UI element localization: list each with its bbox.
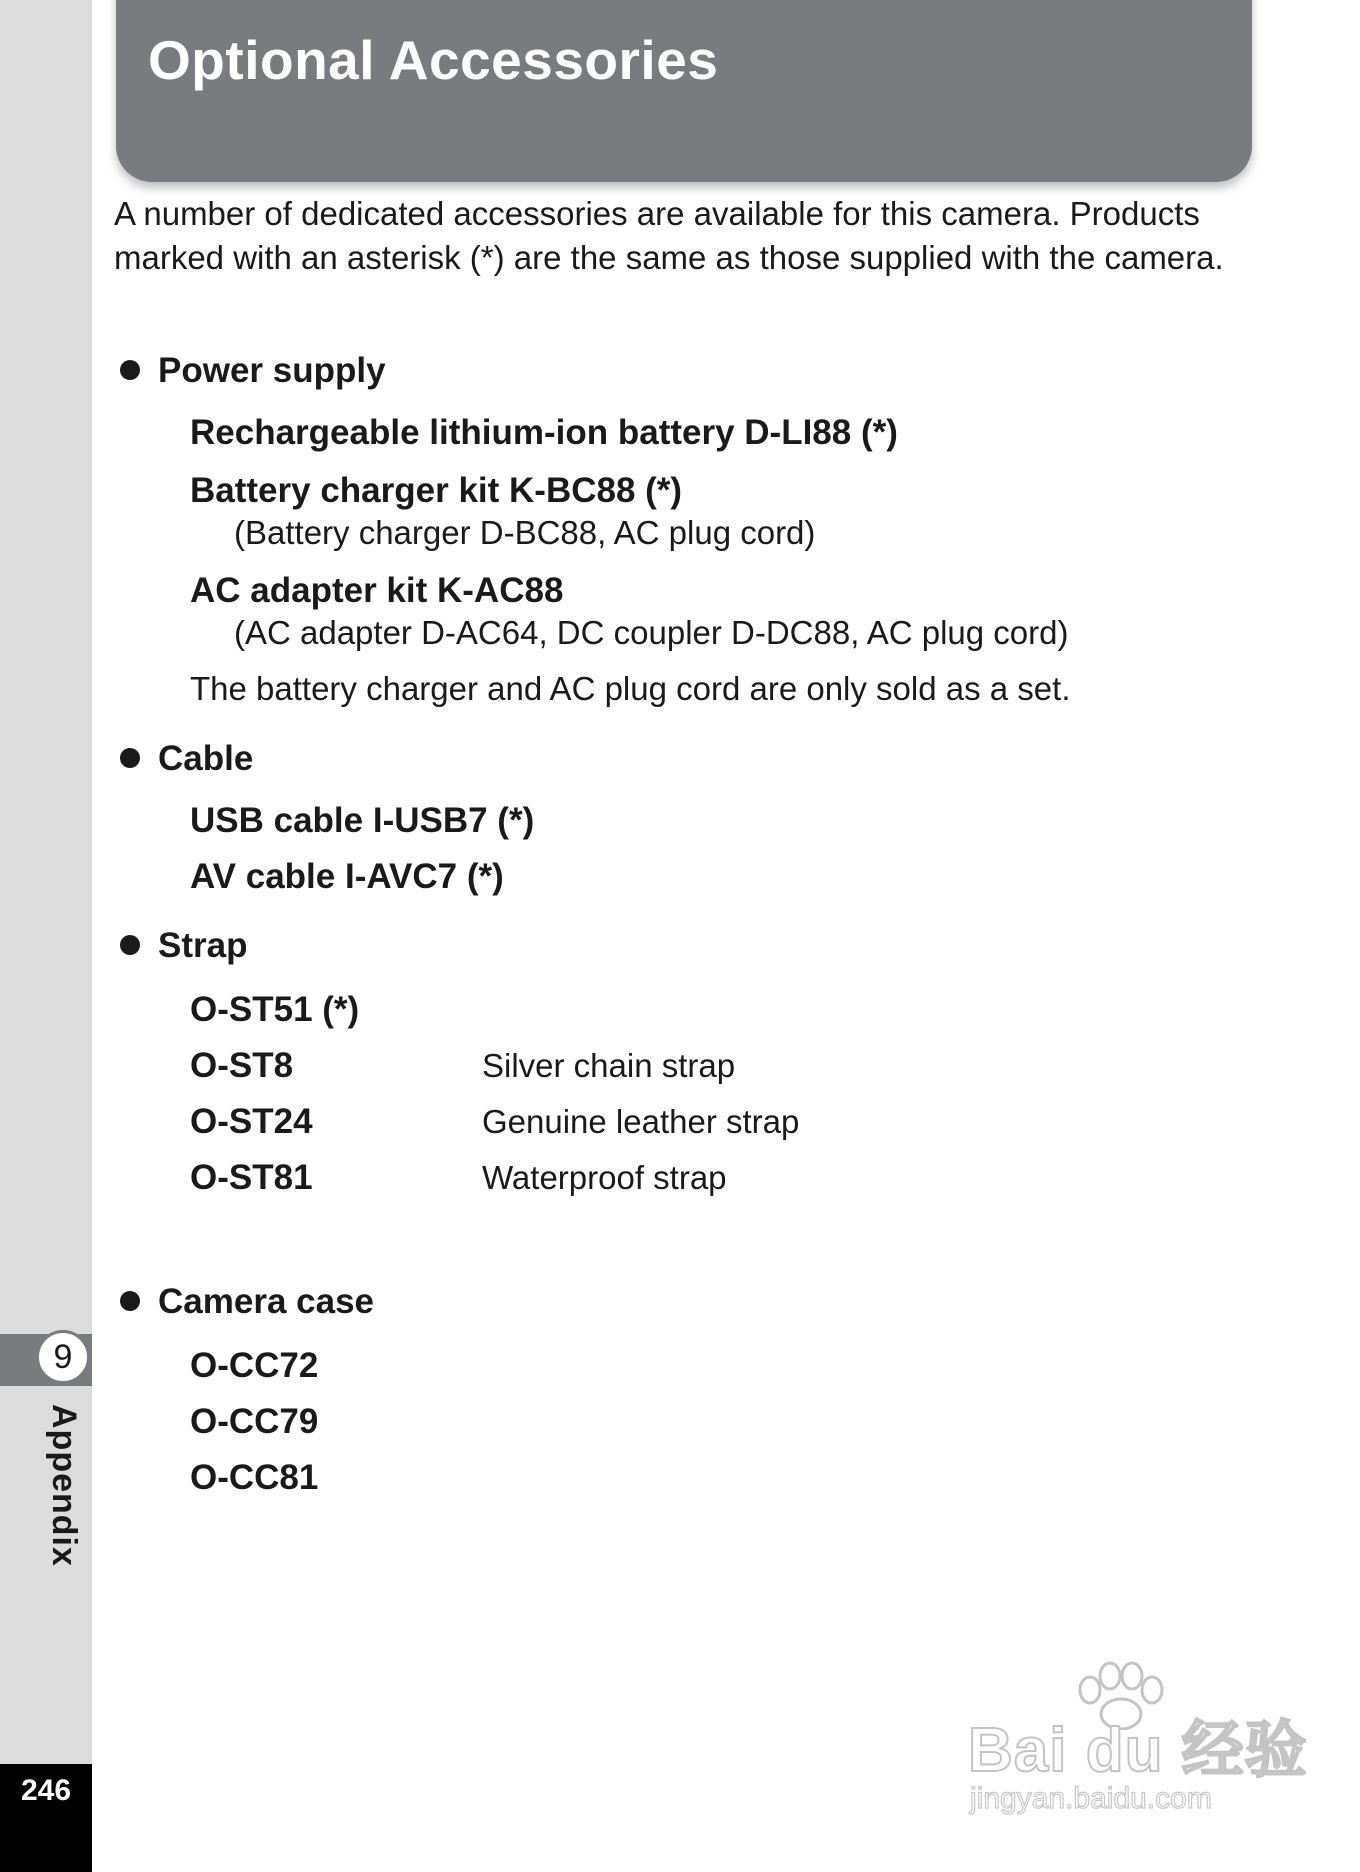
strap-description: Genuine leather strap — [482, 1103, 800, 1140]
section-heading: Strap — [158, 926, 248, 965]
strap-model: O-ST24 — [190, 1102, 313, 1141]
intro-paragraph: A number of dedicated accessories are available for this camera. Products marked with an asterisk (*) are the same as those supplied with the camera. — [114, 195, 1224, 276]
charger-detail: (Battery charger D-BC88, AC plug cord) — [234, 514, 816, 551]
page-number: 246 — [20, 1774, 72, 1807]
usb-cable-item: USB cable I-USB7 (*) — [190, 801, 535, 840]
adapter-detail: (AC adapter D-AC64, DC coupler D-DC88, AC plug cord) — [234, 614, 1069, 651]
bullet-icon — [120, 935, 140, 955]
watermark-brand: Bai du 经验 — [968, 1716, 1308, 1785]
battery-item: Rechargeable lithium-ion battery D-LI88 (*) — [190, 413, 898, 452]
strap-description: Waterproof strap — [482, 1159, 727, 1196]
bullet-icon — [120, 1291, 140, 1311]
case-model: O-CC81 — [190, 1458, 319, 1497]
baidu-watermark — [968, 1660, 1308, 1830]
side-bar — [0, 0, 92, 1872]
bullet-icon — [120, 360, 140, 380]
strap-description: Silver chain strap — [482, 1047, 736, 1084]
chapter-number: 9 — [36, 1330, 90, 1384]
section-heading: Cable — [158, 739, 254, 778]
strap-model: O-ST81 — [190, 1158, 313, 1197]
section-strap — [120, 925, 247, 967]
power-note: The battery charger and AC plug cord are only sold as a set. — [190, 670, 1071, 707]
case-model: O-CC79 — [190, 1402, 319, 1441]
section-camera-case — [120, 1281, 374, 1323]
charger-item: Battery charger kit K-BC88 (*) — [190, 471, 683, 510]
section-power-supply — [120, 350, 386, 392]
section-heading: Camera case — [158, 1282, 374, 1321]
watermark-url: jingyan.baidu.com — [970, 1782, 1212, 1815]
av-cable-item: AV cable I-AVC7 (*) — [190, 857, 504, 896]
case-model: O-CC72 — [190, 1346, 319, 1385]
strap-model: O-ST51 (*) — [190, 990, 360, 1029]
section-heading: Power supply — [158, 351, 386, 390]
strap-model: O-ST8 — [190, 1046, 294, 1085]
section-cable — [120, 738, 253, 780]
bullet-icon — [120, 748, 140, 768]
adapter-item: AC adapter kit K-AC88 — [190, 571, 564, 610]
chapter-label: Appendix — [45, 1404, 83, 1567]
page-title: Optional Accessories — [148, 29, 719, 91]
